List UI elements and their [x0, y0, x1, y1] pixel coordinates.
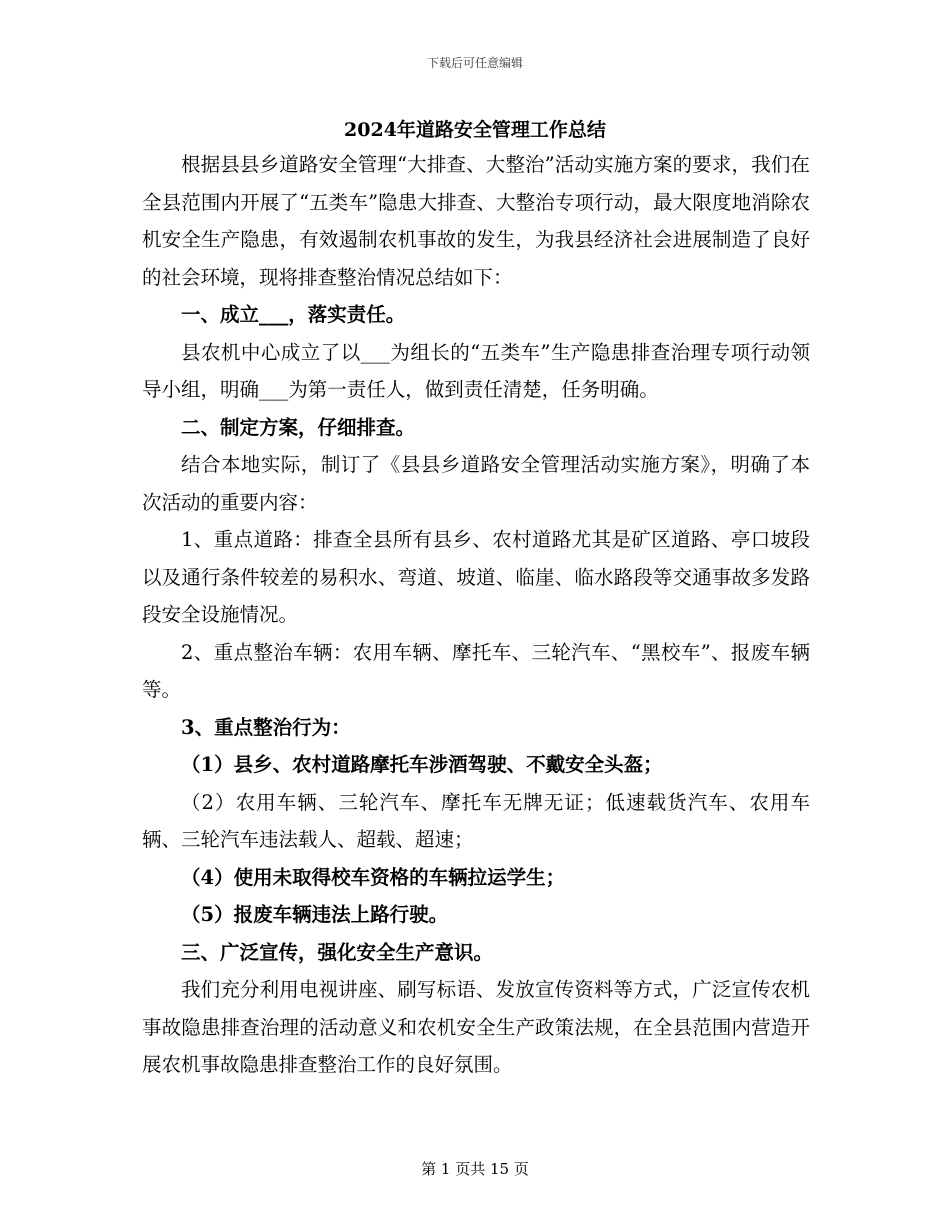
page-footer: 第 1 页共 15 页: [421, 1160, 529, 1178]
intro-paragraph: 根据县县乡道路安全管理“大排查、大整治”活动实施方案的要求，我们在全县范围内开展了“五类车”隐患大排查、大整治专项行动，最大限度地消除农机安全生产隐患，有效遏制农机事故的发生，为我县经济社会进展制造了良好的社会环境，现将排查整治情况总结如下：: [142, 153, 810, 289]
behavior-item-4: （4）使用未取得校车资格的车辆拉运学生；: [181, 865, 566, 889]
section-3-paragraph: 我们充分利用电视讲座、刷写标语、发放宣传资料等方式，广泛宣传农机事故隐患排查治理的活动意义和农机安全生产政策法规，在全县范围内营造开展农机事故隐患排查整治工作的良好氛围。: [142, 978, 810, 1076]
list-item-behaviors-heading: 3、重点整治行为：: [181, 715, 351, 739]
behavior-item-2: （2）农用车辆、三轮汽车、摩托车无牌无证；低速载货汽车、农用车辆、三轮汽车违法载人、超载、超速；: [142, 790, 810, 851]
section-heading-3: 三、广泛宣传，强化安全生产意识。: [181, 940, 494, 964]
document-title: 2024年道路安全管理工作总结: [344, 119, 606, 141]
section-1-paragraph: 县农机中心成立了以___为组长的“五类车”生产隐患排查治理专项行动领导小组，明确___为第一责任人，做到责任清楚，任务明确。: [142, 340, 810, 401]
document-body: [142, 146, 810, 1084]
section-heading-1: 一、成立___，落实责任。: [181, 303, 406, 326]
list-item-vehicles: 2、重点整治车辆：农用车辆、摩托车、三轮汽车、“黑校车”、报废车辆等。: [142, 640, 810, 701]
section-2-paragraph: 结合本地实际，制订了《县县乡道路安全管理活动实施方案》，明确了本次活动的重要内容：: [142, 453, 810, 514]
behavior-item-5: （5）报废车辆违法上路行驶。: [181, 903, 449, 926]
list-item-roads: 1、重点道路：排查全县所有县乡、农村道路尤其是矿区道路、亭口坡段以及通行条件较差的易积水、弯道、坡道、临崖、临水路段等交通事故多发路段安全设施情况。: [142, 528, 810, 626]
page-header: 下载后可任意编辑: [426, 56, 523, 70]
behavior-item-1: （1）县乡、农村道路摩托车涉酒驾驶、不戴安全头盔；: [181, 753, 663, 776]
section-heading-2: 二、制定方案，仔细排查。: [181, 415, 416, 439]
